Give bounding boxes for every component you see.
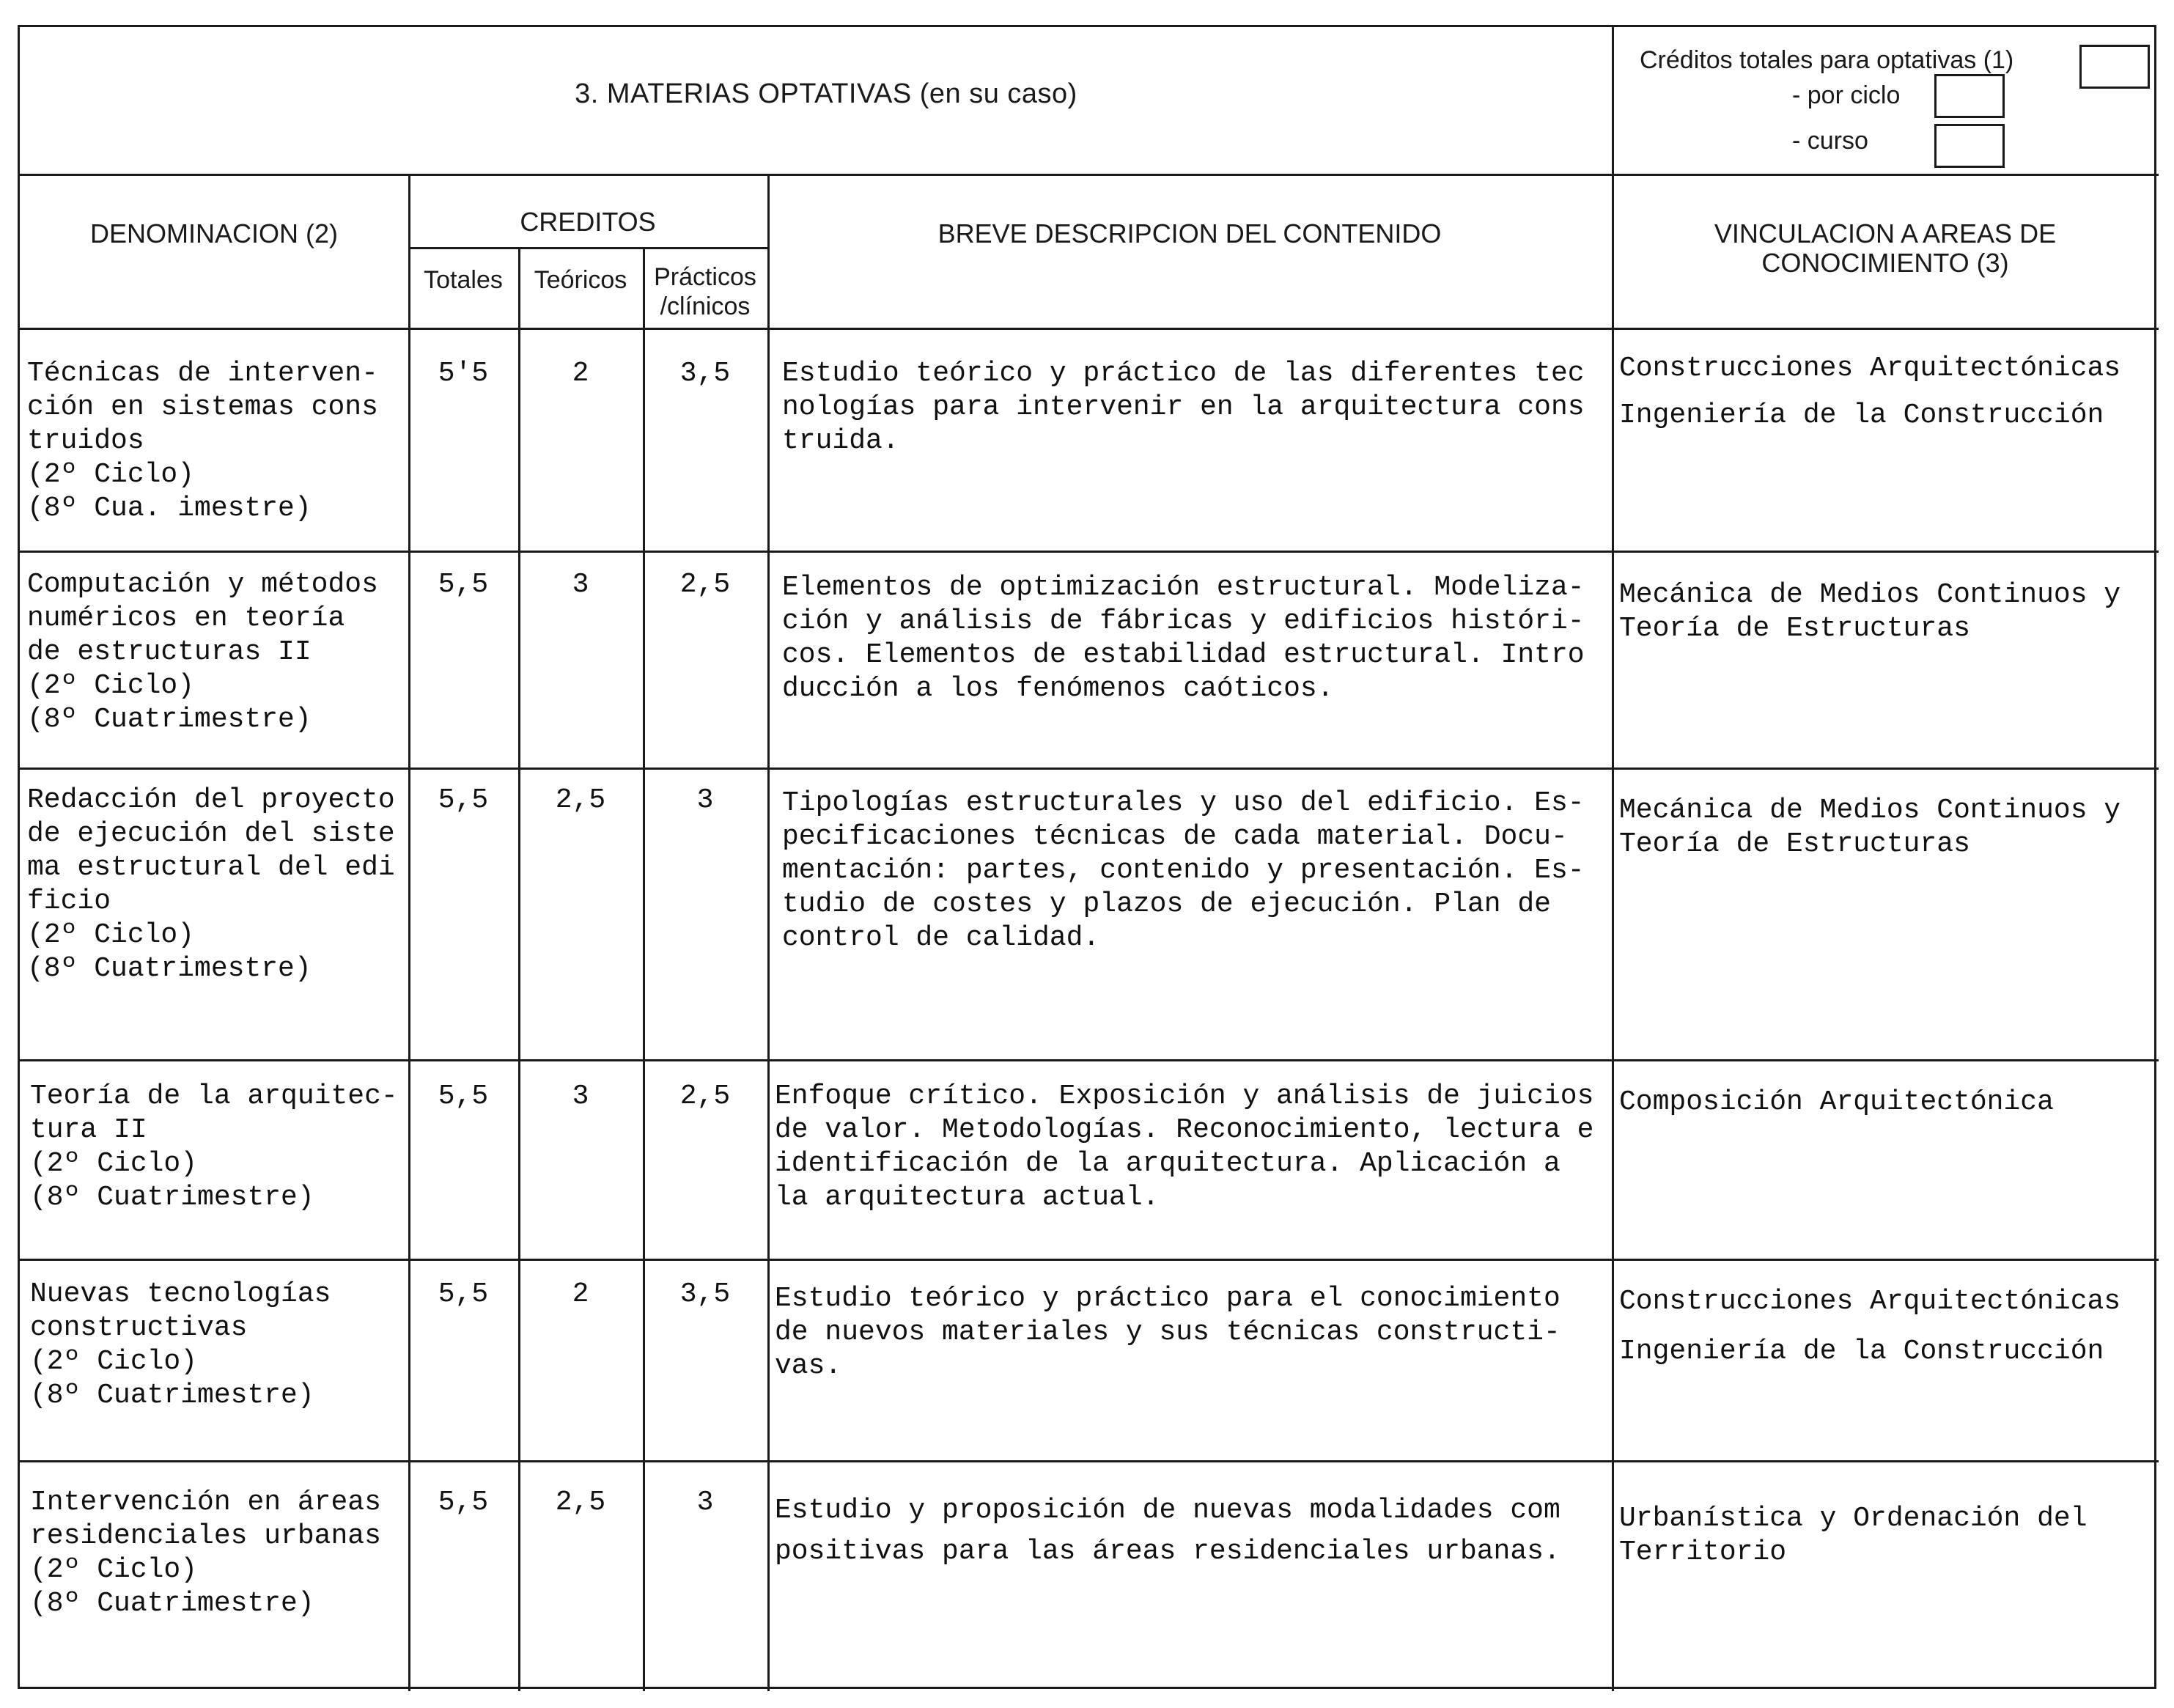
row-5-totales: 5,5 [438, 1278, 489, 1310]
curso-label: - curso [1792, 127, 1868, 155]
row-5-descripcion: Estudio teórico y práctico para el conocimiento de nuevos materiales y sus técnicas constructi- vas. [775, 1283, 1561, 1382]
divider-row-4 [20, 1259, 2159, 1261]
curso-box[interactable] [1934, 124, 2005, 168]
row-4-totales: 5,5 [438, 1081, 489, 1112]
header-creditos: CREDITOS [520, 207, 656, 237]
row-4-practicos: 2,5 [679, 1081, 731, 1112]
row-2-totales: 5,5 [438, 569, 489, 600]
row-5-denominacion: Nuevas tecnologías constructivas (2º Ciclo) (8º Cuatrimestre) [30, 1278, 331, 1411]
divider-teoricos [643, 247, 645, 1691]
divider-creditos-sub [408, 247, 767, 249]
divider-row-3 [20, 1059, 2159, 1061]
row-6-denominacion: Intervención en áreas residenciales urbanas (2º Ciclo) (8º Cuatrimestre) [30, 1487, 381, 1619]
row-1-descripcion: Estudio teórico y práctico de las diferentes tec nologías para intervenir en la arquitectura cons truida. [782, 358, 1585, 457]
row-6-totales: 5,5 [438, 1487, 489, 1518]
row-1-vinculacion: Construcciones Arquitectónicas Ingeniería de la Construcción [1619, 353, 2121, 431]
row-5-practicos: 3,5 [679, 1278, 731, 1310]
header-teoricos: Teóricos [534, 266, 627, 294]
header-descripcion: BREVE DESCRIPCION DEL CONTENIDO [937, 218, 1442, 249]
header-practicos-line1: Prácticos [654, 263, 756, 291]
row-2-practicos: 2,5 [679, 569, 731, 600]
header-vinculacion-line1: VINCULACION A AREAS DE [1714, 218, 2057, 249]
row-4-vinculacion: Composición Arquitectónica [1619, 1086, 2054, 1118]
row-1-practicos: 3,5 [679, 358, 731, 389]
divider-header-top [20, 174, 2159, 176]
row-3-denominacion: Redacción del proyecto de ejecución del siste ma estructural del edi ficio (2º Ciclo) (8º Cuatrimestre) [27, 784, 395, 984]
row-5-vinculacion: Construcciones Arquitectónicas Ingeniería de la Construcción [1619, 1286, 2121, 1367]
row-1-totales: 5'5 [438, 358, 489, 389]
row-3-totales: 5,5 [438, 784, 489, 816]
row-3-teoricos: 2,5 [555, 784, 606, 816]
divider-row-5 [20, 1460, 2159, 1462]
divider-creditos [767, 174, 770, 1691]
row-2-descripcion: Elementos de optimización estructural. Modeliza- ción y análisis de fábricas y edificios históri- cos. Elementos de estabilidad estructural. Intro ducción a los fenómenos caóticos. [782, 572, 1585, 704]
divider-row-1 [20, 551, 2159, 553]
header-practicos-line2: /clínicos [660, 292, 751, 320]
divider-row-2 [20, 768, 2159, 770]
por-ciclo-box[interactable] [1934, 74, 2005, 118]
row-2-teoricos: 3 [572, 569, 589, 600]
row-5-teoricos: 2 [572, 1278, 589, 1310]
divider-header-bottom [20, 328, 2159, 330]
row-2-denominacion: Computación y métodos numéricos en teoría de estructuras II (2º Ciclo) (8º Cuatrimestre) [27, 569, 378, 735]
divider-totales [518, 247, 520, 1691]
por-ciclo-label: - por ciclo [1792, 81, 1901, 109]
header-denominacion: DENOMINACION (2) [89, 218, 338, 249]
row-6-practicos: 3 [696, 1487, 714, 1518]
row-6-vinculacion: Urbanística y Ordenación del Territorio [1619, 1503, 2088, 1568]
creditos-totales-label: Créditos totales para optativas (1) [1640, 46, 2014, 74]
row-4-teoricos: 3 [572, 1081, 589, 1112]
row-1-denominacion: Técnicas de interven- ción en sistemas cons truidos (2º Ciclo) (8º Cua. imestre) [27, 358, 378, 524]
row-3-descripcion: Tipologías estructurales y uso del edificio. Es- pecificaciones técnicas de cada material. Docu- mentación: partes, contenido y presentación. Es- tudio de costes y plazos de ejecución. Plan de control de calidad. [782, 787, 1585, 954]
divider-denominacion [408, 174, 410, 1691]
optativas-table [18, 25, 2156, 1689]
row-3-practicos: 3 [696, 784, 714, 816]
section-title: 3. MATERIAS OPTATIVAS (en su caso) [575, 78, 1077, 109]
row-6-descripcion: Estudio y proposición de nuevas modalidades com positivas para las áreas residenciales urbanas. [775, 1495, 1561, 1567]
row-3-vinculacion: Mecánica de Medios Continuos y Teoría de Estructuras [1619, 795, 2121, 860]
header-totales: Totales [424, 266, 503, 294]
creditos-totales-box[interactable] [2079, 45, 2150, 89]
header-vinculacion-line2: CONOCIMIENTO (3) [1761, 248, 2009, 278]
row-1-teoricos: 2 [572, 358, 589, 389]
row-4-descripcion: Enfoque crítico. Exposición y análisis de juicios de valor. Metodologías. Reconocimiento, lectura e identificación de la arquitectura. Aplicación a la arquitectura actual. [775, 1081, 1594, 1213]
row-2-vinculacion: Mecánica de Medios Continuos y Teoría de Estructuras [1619, 579, 2121, 644]
row-6-teoricos: 2,5 [555, 1487, 606, 1518]
row-4-denominacion: Teoría de la arquitec- tura II (2º Ciclo) (8º Cuatrimestre) [30, 1081, 398, 1213]
